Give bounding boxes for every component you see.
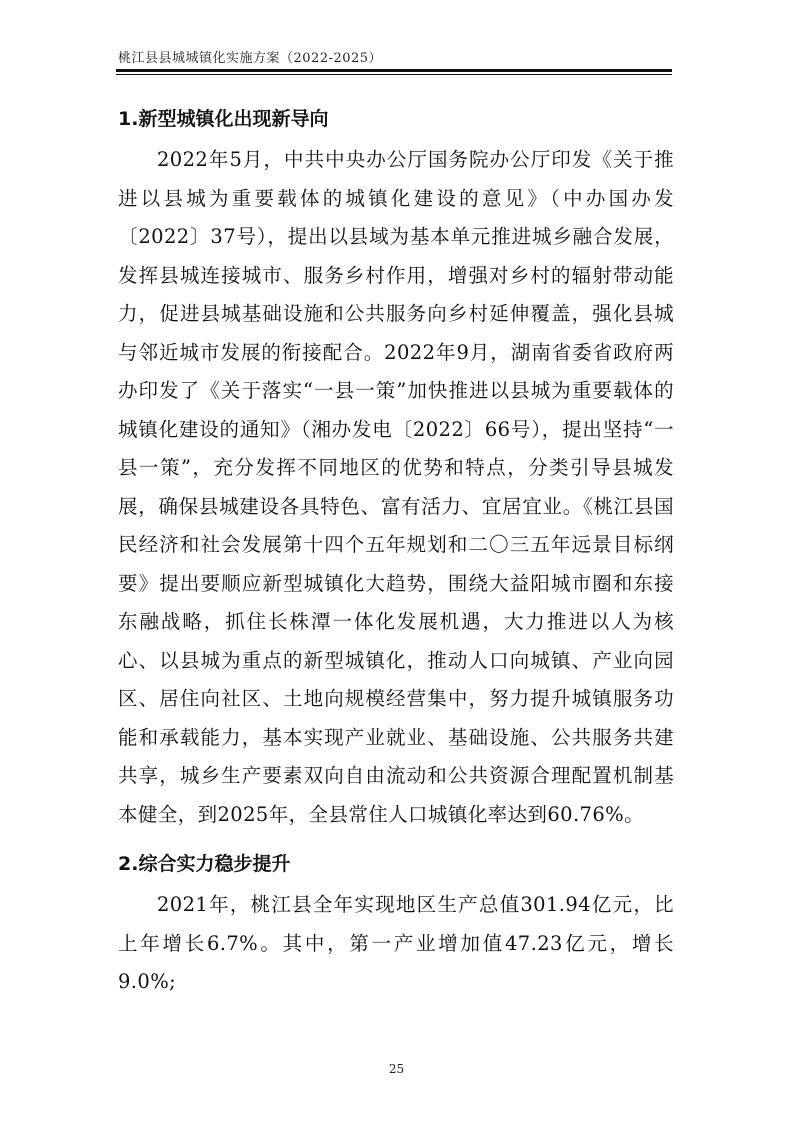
section-paragraph: 2022年5月，中共中央办公厅国务院办公厅印发《关于推进以县城为重要载体的城镇化建设的意见》（中办国办发〔2022〕37号），提出以县域为基本单元推进城乡融合发展，发挥县城连接城市、服务乡村作用，增强对乡村的辐射带动能力，促进县城基础设施和公共服务向乡村延伸覆盖，强化县城与邻近城市发展的衔接配合。2022年9月，湖南省委省政府两办印发了《关于落实“一县一策”加快推进以县城为重要载体的城镇化建设的通知》（湘办发电〔2022〕66号），提出坚持“一县一策”，充分发挥不同地区的优势和特点，分类引导县城发展，确保县城建设各具特色、富有活力、宜居宜业。《桃江县国民经济和社会发展第十四个五年规划和二〇三五年远景目标纲要》提出要顺应新型城镇化大趋势，围绕大益阳城市圈和东接东融战略，抓住长株潭一体化发展机遇，大力推进以人为核心、以县城为重点的新型城镇化，推动人口向城镇、产业向园区、居住向社区、土地向规模经营集中，努力提升城镇服务功能和承载能力，基本实现产业就业、基础设施、公共服务共建共享，城乡生产要素双向自由流动和公共资源合理配置机制基本健全，到2025年，全县常住人口城镇化率达到60.76%。 [118,148,674,826]
running-header: 桃江县县城城镇化实施方案（2022-2025） [118,51,383,66]
section-heading: 1.新型城镇化出现新导向 [118,108,329,130]
section-paragraph: 2021年，桃江县全年实现地区生产总值301.94亿元，比上年增长6.7%。其中，第一产业增加值47.23亿元，增长9.0%; [118,893,674,993]
header-rule-thick [116,69,672,72]
header-rule-thin [116,74,672,75]
page-number: 25 [388,1062,405,1076]
document-body [118,105,674,1002]
section-new-urbanization [118,105,674,834]
section-heading: 2.综合实力稳步提升 [118,853,291,875]
section-overall-strength [118,850,674,1002]
